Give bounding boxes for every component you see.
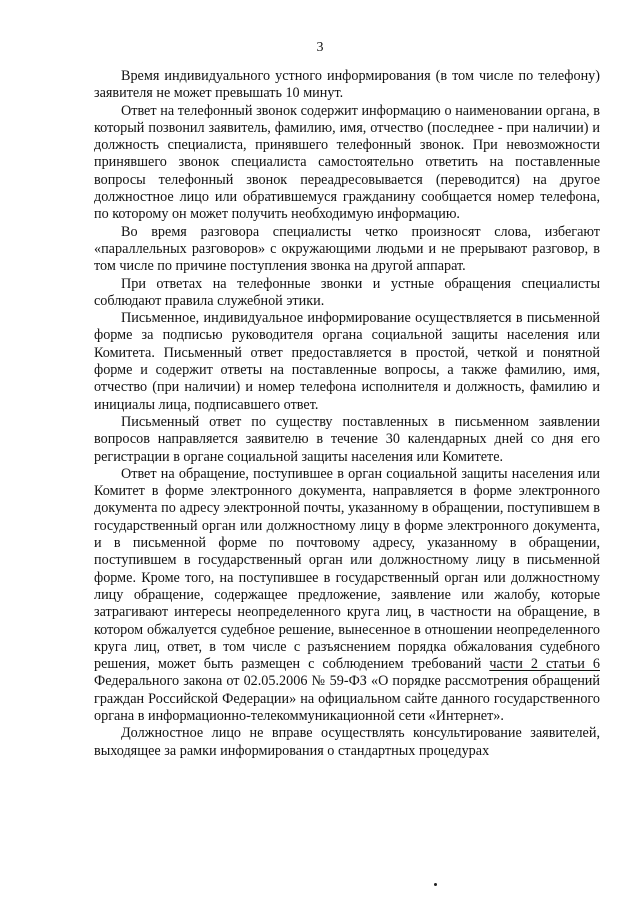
- paragraph-text: Должностное лицо не вправе осуществлять консультирование заявителей, выходящее за рамки информирования о стандартных процедурах: [94, 725, 600, 759]
- paragraph: [94, 310, 600, 414]
- law-reference-link[interactable]: части 2 статьи 6: [489, 656, 600, 673]
- paragraph-text: Время индивидуального устного информирования (в том числе по телефону) заявителя не может превышать 10 минут.: [94, 68, 600, 102]
- paragraph-text: Письменный ответ по существу поставленных в письменном заявлении вопросов направляется заявителю в течение 30 календарных дней со дня его регистрации в органе социальной защиты населения или Комитете.: [94, 413, 600, 465]
- scan-dot-mark: [434, 883, 437, 886]
- paragraph: [94, 68, 600, 103]
- paragraph: [94, 103, 600, 224]
- paragraph-text: Во время разговора специалисты четко произносят слова, избегают «параллельных разговоров» с окружающими людьми и не прерывают разговор, в том числе по причине поступления звонка на другой аппарат.: [94, 223, 600, 275]
- page-number: 3: [316, 40, 324, 55]
- paragraph-text: Ответ на телефонный звонок содержит информацию о наименовании органа, в который позвонил заявитель, фамилию, имя, отчество (последнее - при наличии) и должность специалиста, принявшего телефонный звонок. При невозможности принявшего звонок специалиста самостоятельно ответить на поставленные вопросы телефонный звонок переадресовывается (переводится) на другое должностное лицо или обратившемуся гражданину сообщается номер телефона, по которому он может получить необходимую информацию.: [94, 102, 600, 223]
- paragraph-text: Федерального закона от 02.05.2006 № 59-ФЗ «О порядке рассмотрения обращений граждан Российской Федерации» на официальном сайте данного государственного органа в информационно-телекоммуникационной сети «Интернет».: [94, 673, 600, 724]
- paragraph-text: Ответ на обращение, поступившее в орган социальной защиты населения или Комитет в форме электронного документа, направляется в форме электронного документа по адресу электронной почты, указанному в обращении, поступившем в государственный орган или должностному лицу в форме электронного документа, и в письменной форме по почтовому адресу, указанному в обращении, поступившем в государственный орган или должностному лицу в письменной форме. Кроме того, на поступившее в государственный орган или должностному лицу обращение, содержащее предложение, заявление или жалобу, которые затрагивают интересы неопределенного круга лиц, в частности на обращение, в котором обжалуется судебное решение, вынесенное в отношении неопределенного круга лиц, ответ, в том числе с разъяснением порядка обжалования судебного решения, может быть размещен с соблюдением требований: [94, 465, 600, 673]
- paragraph: [94, 725, 600, 760]
- document-body: [94, 68, 600, 760]
- paragraph-text: При ответах на телефонные звонки и устные обращения специалисты соблюдают правила служебной этики.: [94, 275, 600, 309]
- paragraph: [94, 414, 600, 466]
- paragraph-text: Письменное, индивидуальное информирование осуществляется в письменной форме за подписью руководителя органа социальной защиты населения или Комитета. Письменный ответ предоставляется в простой, четкой и понятной форме и содержит ответы на поставленные вопросы, а также фамилию, имя, отчество (при наличии) и номер телефона исполнителя и должность, фамилию и инициалы лица, подписавшего ответ.: [94, 310, 600, 413]
- paragraph: [94, 466, 600, 725]
- paragraph: [94, 224, 600, 276]
- paragraph: [94, 276, 600, 311]
